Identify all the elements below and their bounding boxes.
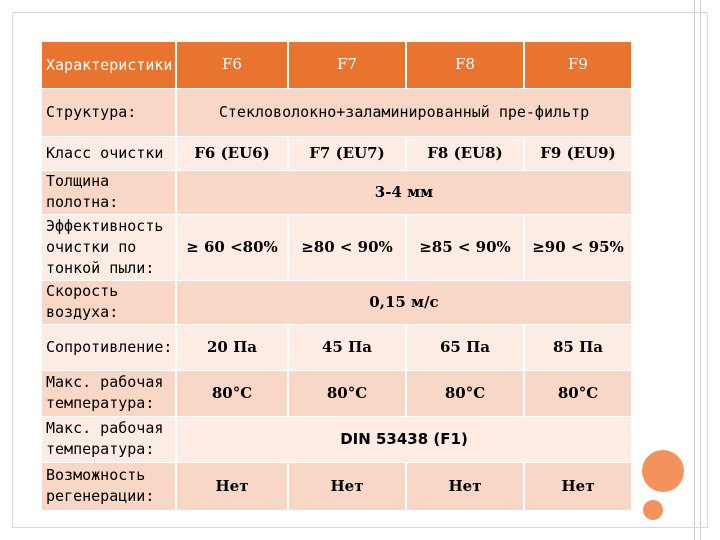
- column-header: F9: [524, 42, 631, 88]
- row-label: Толщина полотна:: [42, 170, 176, 214]
- table-row: [42, 280, 631, 324]
- row-value: ≥90 < 95%: [524, 214, 631, 280]
- table-row: [42, 416, 631, 462]
- row-value: 80°С: [406, 370, 524, 416]
- row-value: ≥ 60 <80%: [176, 214, 288, 280]
- table-row: [42, 324, 631, 370]
- row-value: ≥80 < 90%: [288, 214, 406, 280]
- row-value: ≥85 < 90%: [406, 214, 524, 280]
- row-value: Нет: [406, 462, 524, 510]
- decorative-circle: [642, 450, 684, 492]
- row-value: Нет: [176, 462, 288, 510]
- table-row: [42, 88, 631, 136]
- table-row: [42, 136, 631, 170]
- row-value: Нет: [524, 462, 631, 510]
- filter-spec-table: [42, 42, 631, 511]
- header-label: Характеристики: [42, 42, 176, 88]
- row-value: 65 Па: [406, 324, 524, 370]
- row-value: 80°С: [524, 370, 631, 416]
- row-value: Нет: [288, 462, 406, 510]
- row-value: 20 Па: [176, 324, 288, 370]
- decorative-line: [694, 0, 695, 540]
- column-header: F6: [176, 42, 288, 88]
- row-label: Эффективность очистки по тонкой пыли:: [42, 214, 176, 280]
- decorative-line: [700, 0, 701, 540]
- row-label: Сопротивление:: [42, 324, 176, 370]
- row-label: Возможность регенерации:: [42, 462, 176, 510]
- row-value: 80°С: [176, 370, 288, 416]
- row-value: 80°С: [288, 370, 406, 416]
- row-value: F6 (EU6): [176, 136, 288, 170]
- row-value: F9 (EU9): [524, 136, 631, 170]
- row-label: Класс очистки: [42, 136, 176, 170]
- row-label: Макс. рабочая температура:: [42, 416, 176, 462]
- row-label: Структура:: [42, 88, 176, 136]
- table-row: [42, 370, 631, 416]
- row-value: F8 (EU8): [406, 136, 524, 170]
- row-span-value: DIN 53438 (F1): [176, 416, 631, 462]
- row-span-value: 3-4 мм: [176, 170, 631, 214]
- row-value: 85 Па: [524, 324, 631, 370]
- column-header: F8: [406, 42, 524, 88]
- row-value: F7 (EU7): [288, 136, 406, 170]
- row-label: Скорость воздуха:: [42, 280, 176, 324]
- table-row: [42, 214, 631, 280]
- decorative-circle: [643, 500, 663, 520]
- table-row: [42, 462, 631, 510]
- table-header-row: [42, 42, 631, 88]
- row-span-value: 0,15 м/с: [176, 280, 631, 324]
- row-label: Макс. рабочая температура:: [42, 370, 176, 416]
- row-value: 45 Па: [288, 324, 406, 370]
- column-header: F7: [288, 42, 406, 88]
- table-row: [42, 170, 631, 214]
- row-span-value: Стекловолокно+заламинированный пре-фильтр: [176, 88, 631, 136]
